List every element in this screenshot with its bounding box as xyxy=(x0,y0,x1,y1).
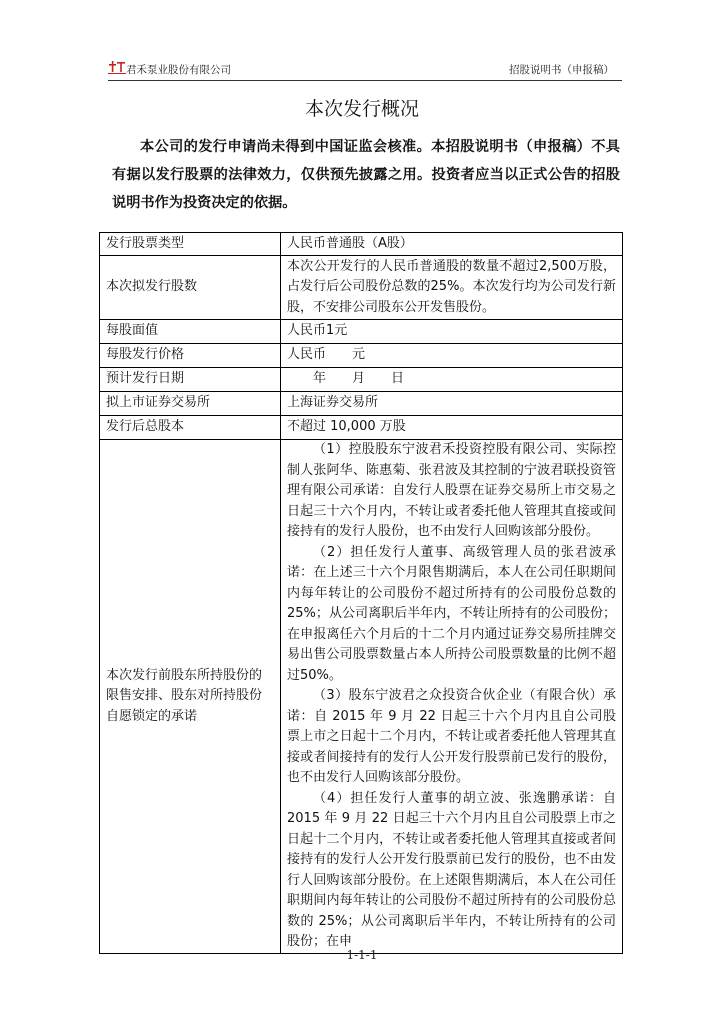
row-value xyxy=(281,440,623,954)
row-value: 人民币普通股（A股） xyxy=(281,233,623,256)
disclaimer-notice: 本公司的发行申请尚未得到中国证监会核准。本招股说明书（申报稿）不具有据以发行股票的法律效力，仅供预先披露之用。投资者应当以正式公告的招股说明书作为投资决定的依据。 xyxy=(112,139,620,211)
company-logo-icon xyxy=(108,59,126,75)
row-value: 上海证券交易所 xyxy=(281,392,623,416)
table-row xyxy=(100,368,623,392)
document-title: 招股说明书（申报稿） xyxy=(509,64,614,76)
table-row xyxy=(100,344,623,368)
row-value: 年 月 日 xyxy=(281,368,623,392)
row-value: 本次公开发行的人民币普通股的数量不超过2,500万股，占发行后公司股份总数的25%。本次发行均为公司发行新股，不安排公司股东公开发售股份。 xyxy=(281,256,623,320)
table-row xyxy=(100,233,623,256)
row-label: 本次发行前股东所持股份的限售安排、股东对所持股份自愿锁定的承诺 xyxy=(100,440,281,954)
lockup-paragraph: （2）担任发行人董事、高级管理人员的张君波承诺：在上述三十六个月限售期满后，本人在公司任职期间内每年转让的公司股份不超过所持有的公司股份总数的25%；从公司离职后半年内，不转让所持有的公司股份；在申报离任六个月后的十二个月内通过证券交易所挂牌交易出售公司股票数量占本人所持公司股票数量的比例不超过50%。 xyxy=(287,544,616,683)
offering-info-table xyxy=(99,232,623,954)
row-label: 每股面值 xyxy=(100,320,281,344)
table-row xyxy=(100,440,623,954)
company-name: 君禾泵业股份有限公司 xyxy=(126,64,231,76)
table-row xyxy=(100,256,623,320)
row-label: 发行股票类型 xyxy=(100,233,281,256)
row-label: 预计发行日期 xyxy=(100,368,281,392)
table-row xyxy=(100,320,623,344)
row-label: 拟上市证券交易所 xyxy=(100,392,281,416)
row-value: 不超过 10,000 万股 xyxy=(281,416,623,440)
page-header xyxy=(108,58,622,81)
lockup-paragraph: （3）股东宁波君之众投资合伙企业（有限合伙）承诺：自 2015 年 9 月 22 日起三十六个月内且自公司股票上市之日起十二个月内，不转让或者委托他人管理其直接或者间接持有的发行人公开发行股票前已发行的股份，也不由发行人回购该部分股份。 xyxy=(287,688,616,785)
page-number: 1-1-1 xyxy=(346,948,378,962)
row-label: 发行后总股本 xyxy=(100,416,281,440)
row-value: 人民币1元 xyxy=(281,320,623,344)
page-title: 本次发行概况 xyxy=(304,98,419,120)
lockup-paragraph: （4）担任发行人董事的胡立波、张逸鹏承诺：自 2015 年 9 月 22 日起三十六个月内且自公司股票上市之日起十二个月内，不转让或者委托他人管理其直接或者间接持有的发行人公开发行股票前已发行的股份，也不由发行人回购该部分股份。在上述限售期满后，本人在公司任职期间内每年转让的公司股份不超过所持有的公司股份总数的 25%；从公司离职后半年内，不转让所持有的公司股份；在申 xyxy=(287,790,616,949)
table-row xyxy=(100,416,623,440)
table-row xyxy=(100,392,623,416)
row-value: 人民币 元 xyxy=(281,344,623,368)
lockup-paragraph: （1）控股股东宁波君禾投资控股有限公司、实际控制人张阿华、陈惠菊、张君波及其控制的宁波君联投资管理有限公司承诺：自发行人股票在证券交易所上市交易之日起三十六个月内，不转让或者委托他人管理其直接或间接持有的发行人股份，也不由发行人回购该部分股份。 xyxy=(287,442,616,539)
row-label: 每股发行价格 xyxy=(100,344,281,368)
row-label: 本次拟发行股数 xyxy=(100,256,281,320)
